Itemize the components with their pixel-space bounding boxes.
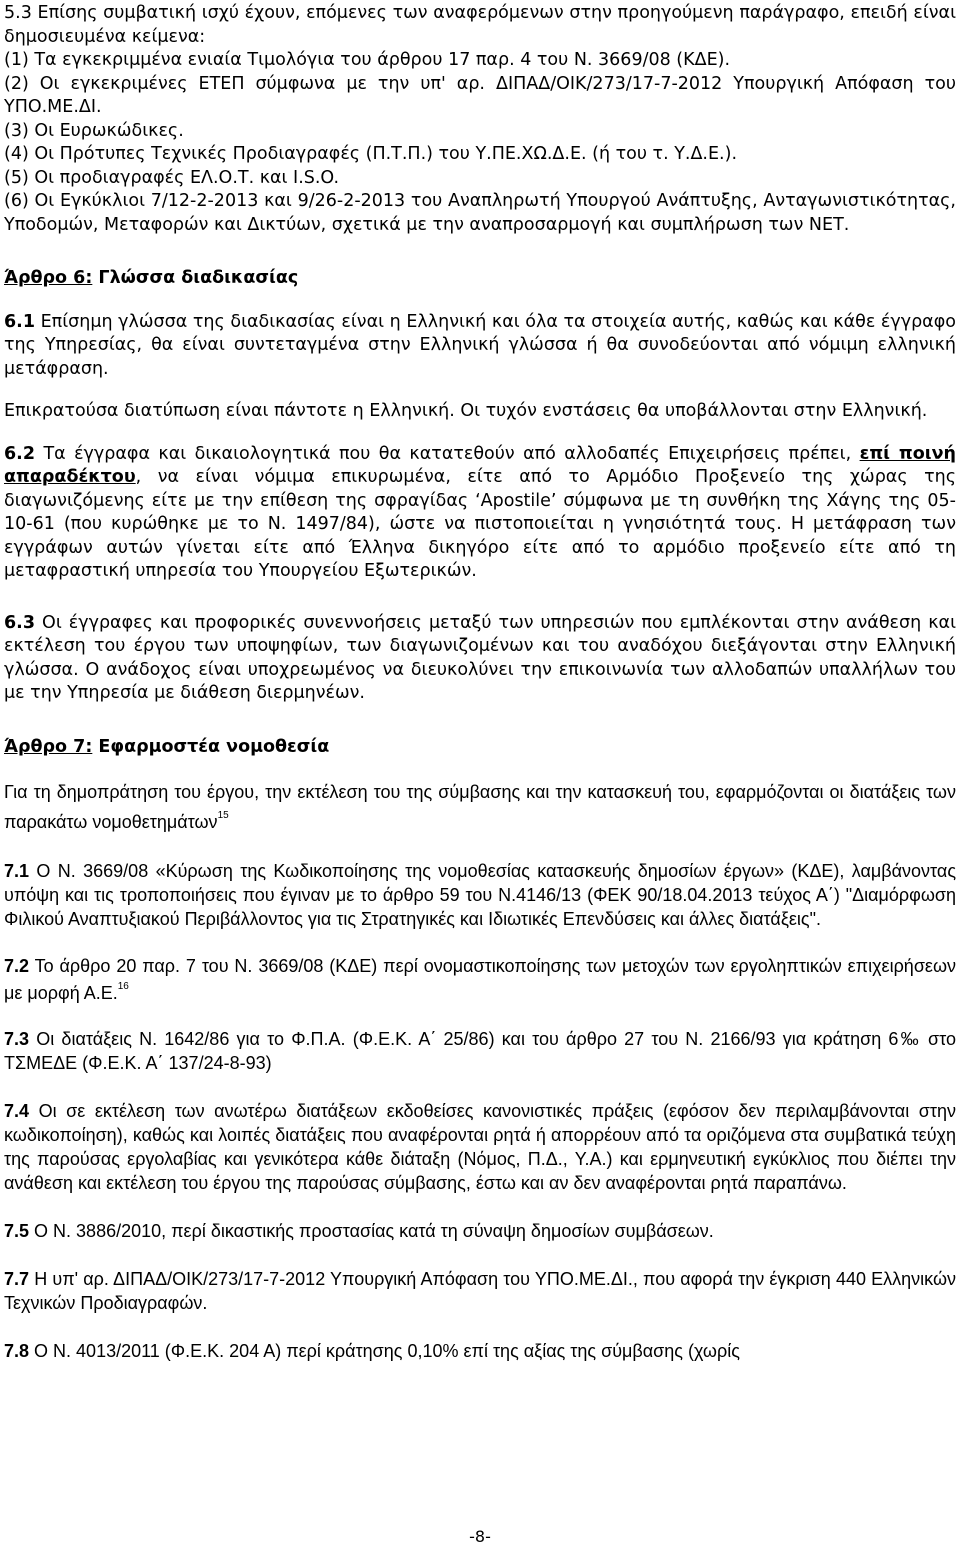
paragraph-number: 7.2 xyxy=(4,956,30,976)
paragraph-text: Για τη δημοπράτηση του έργου, την εκτέλεση του της σύμβασης και την κατασκευή του, εφαρμόζονται οι διατάξεις των παρακάτω νομοθετημάτων xyxy=(4,782,956,832)
paragraph-number: 7.3 xyxy=(4,1029,30,1049)
paragraph-6-1 xyxy=(4,311,956,382)
intro-item: (6) Οι Εγκύκλιοι 7/12-2-2013 και 9/26-2-2013 του Αναπληρωτή Υπουργού Ανάπτυξης, Ανταγωνιστικότητας, Υποδομών, Μεταφορών και Δικτύων, σχετικά με την αναπροσαρμογή και συμπλήρωση των ΝΕΤ. xyxy=(4,191,956,235)
paragraph-6-1b: Επικρατούσα διατύπωση είναι πάντοτε η Ελληνική. Οι τυχόν ενστάσεις θα υποβάλλονται στην Ελληνική. xyxy=(4,401,928,421)
article-7-intro xyxy=(4,777,956,837)
paragraph-7-7 xyxy=(4,1267,956,1315)
paragraph-number: 7.4 xyxy=(4,1101,30,1121)
paragraph-7-3 xyxy=(4,1027,956,1075)
paragraph-number: 6.1 xyxy=(4,311,36,332)
footnote-ref: 16 xyxy=(117,981,129,992)
article-6-heading-title: Γλώσσα διαδικασίας xyxy=(98,268,299,288)
intro-item: (1) Τα εγκεκριμμένα ενιαία Τιμολόγια του άρθρου 17 παρ. 4 του Ν. 3669/08 (ΚΔΕ). xyxy=(4,50,731,70)
paragraph-text: Οι διατάξεις Ν. 1642/86 για το Φ.Π.Α. (Φ.Ε.Κ. Α΄ 25/86) και του άρθρο 27 του Ν. 2166/93 για κράτηση 6‰ στο ΤΣΜΕΔΕ (Φ.Ε.Κ. Α΄ 137/24-8-93) xyxy=(4,1029,956,1073)
footnote-ref: 15 xyxy=(217,810,229,821)
intro-item: (3) Οι Ευρωκώδικες. xyxy=(4,120,184,141)
intro-item: (4) Οι Πρότυπες Τεχνικές Προδιαγραφές (Π.Τ.Π.) του Υ.ΠΕ.ΧΩ.Δ.Ε. (ή του τ. Υ.Δ.Ε.). xyxy=(4,144,738,164)
paragraph-7-5 xyxy=(4,1219,956,1243)
paragraph-number: 7.7 xyxy=(4,1269,30,1289)
intro-list xyxy=(4,2,956,237)
paragraph-number: 6.2 xyxy=(4,443,36,464)
paragraph-text: Το άρθρο 20 παρ. 7 του Ν. 3669/08 (ΚΔΕ) περί ονομαστικοποίησης των μετοχών των εργοληπτικών επιχειρήσεων με μορφή Α.Ε. xyxy=(4,956,957,1003)
paragraph-text: Επίσημη γλώσσα της διαδικασίας είναι η Ελληνική και όλα τα στοιχεία αυτής, καθώς και κάθε έγγραφο της Υπηρεσίας, θα είναι συντεταγμένα στην Ελληνική γλώσσα ή θα συνοδεύονται από νόμιμη ελληνική μετάφραση. xyxy=(4,311,956,379)
paragraph-text: Η υπ' αρ. ΔΙΠΑΔ/ΟΙΚ/273/17-7-2012 Υπουργική Απόφαση του ΥΠΟ.ΜΕ.ΔΙ., που αφορά την έγκριση 440 Ελληνικών Τεχνικών Προδιαγραφών. xyxy=(4,1269,956,1313)
emphasis-text: επί ποινή απαραδέκτου xyxy=(4,443,956,487)
paragraph-text: Οι έγγραφες και προφορικές συνεννοήσεις μεταξύ των υπηρεσιών που εμπλέκονται στην ανάθεση και εκτέλεση του έργου των υποψηφίων, των διαγωνιζομένων και του αναδόχου διεξάγονται στην Ελληνική γλώσσα. Ο ανάδοχος είναι υποχρεωμένος να διευκολύνει την επικοινωνία των αλλοδαπών υπαλλήλων του με την Υπηρεσία με διάθεση διερμηνέων. xyxy=(4,612,956,703)
paragraph-6-2 xyxy=(4,443,956,584)
paragraph-text: Ο Ν. 3886/2010, περί δικαστικής προστασίας κατά τη σύναψη δημοσίων συμβάσεων. xyxy=(34,1221,714,1241)
paragraph-7-8 xyxy=(4,1339,956,1363)
paragraph-text: Τα έγγραφα και δικαιολογητικά που θα κατατεθούν από αλλοδαπές Επιχειρήσεις πρέπει, xyxy=(43,443,852,464)
article-6-heading-prefix: Άρθρο 6: xyxy=(4,268,93,288)
article-7-heading-prefix: Άρθρο 7: xyxy=(4,736,93,757)
paragraph-number: 7.1 xyxy=(4,861,30,881)
paragraph-number: 6.3 xyxy=(4,612,36,633)
page-number: -8- xyxy=(469,1527,491,1546)
paragraph-text: , να είναι νόμιμα επικυρωμένα, είτε από το Αρμόδιο Προξενείο της χώρας της διαγωνιζόμενης είτε με την επίθεση της σφραγίδας ‘Apostile’ σύμφωνα με τη συνθήκη της Χάγης της 05-10-61 (που κυρώθηκε με το Ν. 1497/84), ώστε να πιστοποιείται η γνησιότητά τους. Η μετάφραση των εγγράφων αυτών γίνεται είτε από Έλληνα δικηγόρο είτε από το αρμόδιο προξενείο είτε από τη μεταφραστική υπηρεσία του Υπουργείου Εξωτερικών. xyxy=(4,467,956,581)
intro-item: (2) Οι εγκεκριμένες ΕΤΕΠ σύμφωνα με την υπ' αρ. ΔΙΠΑΔ/ΟΙΚ/273/17-7-2012 Υπουργική Απόφαση του ΥΠΟ.ΜΕ.ΔΙ. xyxy=(4,73,956,117)
intro-item: 5.3 Επίσης συμβατική ισχύ έχουν, επόμενες των αναφερόμενων στην προηγούμενη παράγραφο, επειδή είναι δημοσιευμένα κείμενα: xyxy=(4,3,956,47)
article-7-heading xyxy=(4,736,956,760)
paragraph-text: Ο Ν. 4013/2011 (Φ.Ε.Κ. 204 Α) περί κράτησης 0,10% επί της αξίας της σύμβασης (χωρίς xyxy=(34,1341,740,1361)
document-page xyxy=(4,0,956,1363)
intro-item: (5) Οι προδιαγραφές ΕΛ.Ο.Τ. και Ι.S.O. xyxy=(4,167,340,188)
paragraph-7-1 xyxy=(4,859,956,931)
paragraph-7-4 xyxy=(4,1099,956,1195)
paragraph-6-3 xyxy=(4,612,956,706)
paragraph-number: 7.5 xyxy=(4,1221,30,1241)
paragraph-7-2 xyxy=(4,953,956,1007)
paragraph-text: Οι σε εκτέλεση των ανωτέρω διατάξεων εκδοθείσες κανονιστικές πράξεις (εφόσον δεν περιλαμβάνονται στην κωδικοποίηση), καθώς και λοιπές διατάξεις που αναφέρονται ρητά ή απορρέουν από τα οριζόμενα στα συμβατικά τεύχη της παρούσας εργολαβίας και γενικότερα κάθε διάταξη (Νόμος, Π.Δ., Υ.Α.) και ερμηνευτική εγκύκλιος που διέπει την ανάθεση και εκτέλεση του έργου της παρούσας σύμβασης, έστω και αν δεν αναφέρονται ρητά παραπάνω. xyxy=(4,1101,956,1193)
article-6-heading xyxy=(4,267,956,291)
article-7-heading-title: Εφαρμοστέα νομοθεσία xyxy=(98,736,330,757)
paragraph-text: Ο Ν. 3669/08 «Κύρωση της Κωδικοποίησης της νομοθεσίας κατασκευής δημοσίων έργων» (ΚΔΕ), λαμβάνοντας υπόψη και τις τροποποιήσεις που έγιναν με το άρθρο 59 του Ν.4146/13 (ΦΕΚ 90/18.04.2013 τεύχος Α΄) "Διαμόρφωση Φιλικού Αναπτυξιακού Περιβάλλοντος για τις Στρατηγικές και Ιδιωτικές Επενδύσεις και άλλες διατάξεις". xyxy=(4,861,956,929)
paragraph-number: 7.8 xyxy=(4,1341,30,1361)
